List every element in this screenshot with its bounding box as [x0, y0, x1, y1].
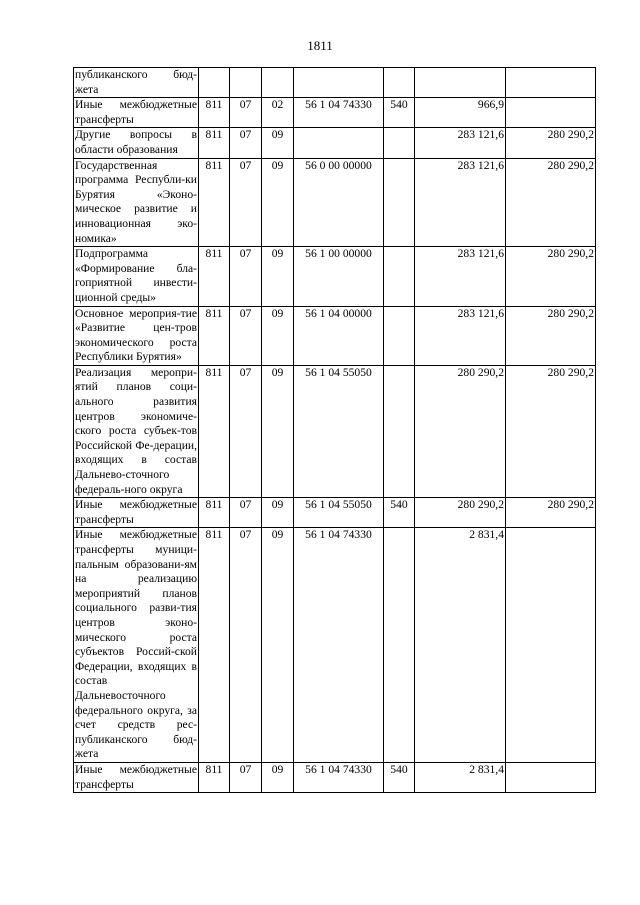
row-amount-1: 283 121,6 [415, 128, 506, 158]
row-expense-type: 540 [384, 98, 415, 128]
row-name: Иные межбюджетные трансферты [74, 762, 199, 792]
page-number: 1811 [307, 38, 333, 53]
table-row [74, 158, 596, 247]
row-target-article: 56 1 04 00000 [294, 306, 384, 365]
row-grbs: 811 [199, 158, 230, 247]
row-target-article: 56 1 04 55050 [294, 365, 384, 497]
row-section: 07 [230, 306, 262, 365]
table-row [74, 68, 596, 98]
row-amount-2 [506, 528, 596, 763]
row-grbs: 811 [199, 98, 230, 128]
row-amount-2 [506, 762, 596, 792]
row-grbs: 811 [199, 365, 230, 497]
row-subsection: 09 [262, 247, 294, 306]
row-subsection: 09 [262, 306, 294, 365]
row-amount-1: 2 831,4 [415, 528, 506, 763]
table-row [74, 365, 596, 497]
row-name: Реализация меропри-ятий планов соци-ального развития центров экономиче-ского роста субъек-тов Российской Фе-дерации, входящих в состав Дальнево-сточного федераль-ного округа [74, 365, 199, 497]
row-amount-2 [506, 98, 596, 128]
table-row [74, 247, 596, 306]
row-amount-2: 280 290,2 [506, 365, 596, 497]
row-expense-type [384, 158, 415, 247]
row-subsection: 09 [262, 128, 294, 158]
row-name: Подпрограмма «Формирование бла-гоприятной инвести-ционной среды» [74, 247, 199, 306]
row-amount-2 [506, 68, 596, 98]
row-name: Иные межбюджетные трансферты [74, 498, 199, 528]
row-name: Другие вопросы в области образования [74, 128, 199, 158]
row-amount-1: 283 121,6 [415, 306, 506, 365]
row-section: 07 [230, 762, 262, 792]
row-subsection: 09 [262, 365, 294, 497]
row-section: 07 [230, 498, 262, 528]
row-name: Иные межбюджетные трансферты муници-пальным образовани-ям на реализацию мероприятий планов социального разви-тия центров эконо-мического роста субъектов Россий-ской Федерации, входящих в состав Дальневосточного федерального округа, за счет средств рес-публиканского бюд-жета [74, 528, 199, 763]
table-row [74, 98, 596, 128]
row-target-article [294, 128, 384, 158]
row-target-article [294, 68, 384, 98]
row-amount-2: 280 290,2 [506, 247, 596, 306]
row-target-article: 56 0 00 00000 [294, 158, 384, 247]
row-subsection: 09 [262, 762, 294, 792]
row-subsection [262, 68, 294, 98]
row-grbs: 811 [199, 247, 230, 306]
row-grbs: 811 [199, 762, 230, 792]
row-amount-1 [415, 68, 506, 98]
table-row [74, 498, 596, 528]
row-name: Иные межбюджетные трансферты [74, 98, 199, 128]
row-amount-1: 280 290,2 [415, 498, 506, 528]
row-amount-1: 283 121,6 [415, 158, 506, 247]
row-section: 07 [230, 528, 262, 763]
table-row [74, 128, 596, 158]
row-grbs: 811 [199, 306, 230, 365]
row-expense-type [384, 68, 415, 98]
row-target-article: 56 1 04 55050 [294, 498, 384, 528]
row-section: 07 [230, 98, 262, 128]
row-amount-1: 280 290,2 [415, 365, 506, 497]
row-amount-1: 283 121,6 [415, 247, 506, 306]
row-expense-type: 540 [384, 498, 415, 528]
row-expense-type [384, 528, 415, 763]
row-expense-type: 540 [384, 762, 415, 792]
row-target-article: 56 1 04 74330 [294, 762, 384, 792]
row-grbs [199, 68, 230, 98]
table-row [74, 306, 596, 365]
row-grbs: 811 [199, 528, 230, 763]
table-row [74, 528, 596, 763]
row-grbs: 811 [199, 498, 230, 528]
row-name: Основное мероприя-тие «Развитие цен-тров экономического роста Республики Бурятия» [74, 306, 199, 365]
row-expense-type [384, 306, 415, 365]
row-amount-2: 280 290,2 [506, 498, 596, 528]
row-section [230, 68, 262, 98]
row-expense-type [384, 247, 415, 306]
row-target-article: 56 1 04 74330 [294, 528, 384, 763]
row-amount-1: 2 831,4 [415, 762, 506, 792]
row-section: 07 [230, 158, 262, 247]
budget-table [73, 67, 596, 793]
row-subsection: 09 [262, 528, 294, 763]
row-amount-2: 280 290,2 [506, 158, 596, 247]
row-amount-1: 966,9 [415, 98, 506, 128]
table-row [74, 762, 596, 792]
row-section: 07 [230, 128, 262, 158]
row-amount-2: 280 290,2 [506, 128, 596, 158]
row-expense-type [384, 128, 415, 158]
row-subsection: 09 [262, 158, 294, 247]
row-name: Государственная программа Республи-ки Бурятия «Эконо-мическое развитие и инновационная эко-номика» [74, 158, 199, 247]
row-target-article: 56 1 04 74330 [294, 98, 384, 128]
row-section: 07 [230, 247, 262, 306]
row-subsection: 09 [262, 498, 294, 528]
row-expense-type [384, 365, 415, 497]
row-name: публиканского бюд- жета [74, 68, 199, 98]
row-target-article: 56 1 00 00000 [294, 247, 384, 306]
row-grbs: 811 [199, 128, 230, 158]
row-subsection: 02 [262, 98, 294, 128]
row-amount-2: 280 290,2 [506, 306, 596, 365]
row-section: 07 [230, 365, 262, 497]
